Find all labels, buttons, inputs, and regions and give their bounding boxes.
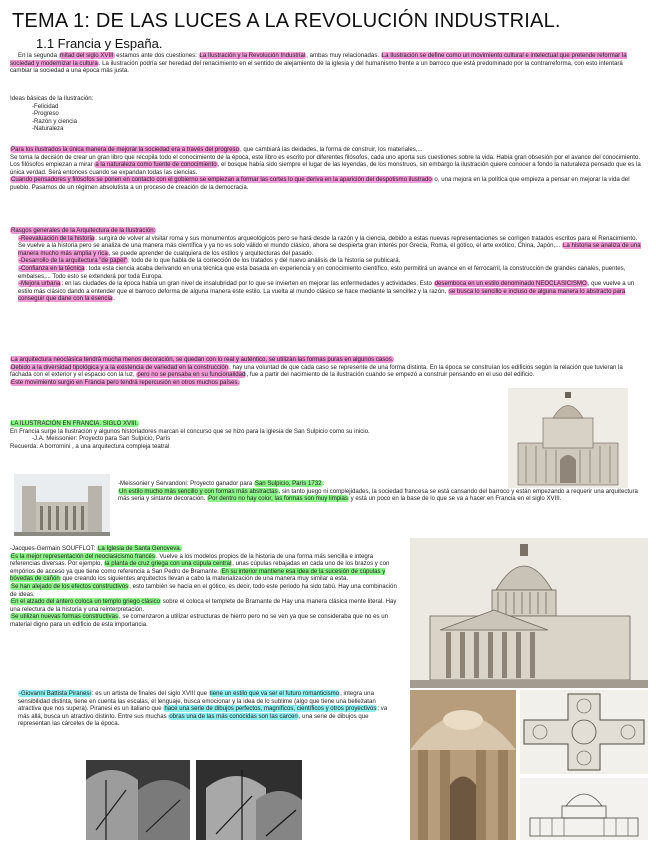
piranesi-carceri-image-2 [196,760,302,840]
para-text: ; va más allá, busca un atractivo distinto. Entre sus muchas [18,705,388,720]
para-text: Los filósofos empiezan a mirar [10,161,95,169]
highlight: -Desarrollo de la arquitectura "de papel" [19,257,127,265]
highlight: se busca lo sencillo e incluso de alguna manera lo abstracto para conseguir que dane con la esencia [18,287,626,303]
highlight: Debido a la diversidad tipológica y a la existencia de variedad en la construcción [11,363,229,371]
para-text: : es un artista de finales del siglo XVIII que [91,690,209,697]
elevation-drawing [520,778,648,840]
highlight: En el alzado del antero coloca un templo griego clásico [11,598,161,606]
san-sulpicio-project-image [508,388,628,488]
intro-text: , ambas muy relacionadas. [306,52,381,59]
para-text: , hay una voluntad de que cada caso se represente de una forma distinta. En la época se construían los edificios según la relación que tuvieran la fachada con el exterior y el espacio con la luz, [10,363,623,379]
highlight: Se utilizan nuevas formas constructivas [11,613,119,621]
para-text: En Francia surge la Ilustración y algunos historiadores marcan el concurso que se hizo para la iglesia de San Sulpicio como su inicio. [10,427,370,435]
para-text: , esto también se hacía en el gótico, es decir, todo este periodo ha sido tabú. Hay una combinación de ideas. [10,582,397,598]
highlight: Es la mejor representación del neoclasicismo francés [11,552,155,560]
para-text: , fue a partir del nacimiento de la ilustración cuando se empezó a construir pensando en el uso del edificio. [246,371,535,379]
progress-paragraph [10,146,646,192]
highlight: Se han alejado de los efectos constructivos [11,582,129,590]
rasgos-heading: Rasgos generales de la Arquitectura de la Ilustración: [11,227,156,234]
servandoni-paragraph [118,480,644,503]
para-text: , el bosque había sido siempre el lugar de las leyendas, de los monstruos, sin embargo la ilustración quiere conocer a fondo la naturaleza pensado que es la única verdad. Será entonces cuando se expandan todas las ciencias. [10,161,641,176]
para-text: , se puede aprender de cualquiera de los estilos y arquitecturas del pasado. [108,249,314,257]
highlight: desemboca en un estilo denominado NEOCLASICISMO [434,280,587,288]
para-text: : [322,480,325,487]
highlight: Por dentro no hay color, las formas son muy limpias [208,495,348,503]
para-text: Recuerda. A borromini , a una arquitectura compleja teatral [10,442,170,450]
document-title: TEMA 1: DE LAS LUCES A LA REVOLUCIÓN INDUSTRIAL. [12,10,561,32]
soufflot-paragraph [10,545,400,629]
highlight: -Mejora urbana [19,280,61,288]
highlight: En su interior mantiene esa idea de la sucesión de cúpulas y bóvedas de cañón [10,567,386,583]
highlight: La historia se analiza de una manera mucho más amplia y rica [18,242,641,257]
para-text: , integra una sensibilidad distinta, tiene en cuenta las escalas, el lenguaje, busca emocionar y la idea de lo sublime (algo que tiene una bellezatan atractiva que nos supera). Piranesi es un italiano que [18,690,376,713]
highlight: La Ilustración se define como un movimiento cultural e intelectual que pretende reformar la sociedad y modernizar la cultura [10,52,627,67]
highlight: San Sulpicio, París 1732 [254,480,322,487]
pantheon-floor-plan [520,690,648,774]
para-text: : surgirá de volver al visitar roma y sus monumentos arqueológicos pero se hará desde la razón y la ciencia, debido a estas nuevas representaciones se corrigen tratados escritos para el Renacimiento. Se vuelve a la historia pero se analiza de una manera más científica y ya no es solo válido el mundo clásico, ahora se despierta gran interés por Grecia, Roma, el gótico, el arte exótico, China, Japón,... [18,234,638,250]
para-text: : en las ciudades de la época había un gran nivel de insalubridad por lo que se invierten en mejorar las enfermedades y actividades. Esto [61,280,434,288]
highlight: la planta de cruz griega con una cúpula central [104,560,232,568]
para-text: -J.A. Meissonier: Proyecto para San Sulpicio, París [32,435,171,443]
highlight: Este movimiento surgió en Francia pero tendrá repercusión en otros muchos países. [11,378,240,386]
para-text: , que cambiará las deidades, la forma de construir, los materiales,... [239,146,423,153]
highlight: La arquitectura neoclásica tendrá mucha menos decoración, se quedan con lo real y auténtico, se utilizan las formas puras en algunos casos. [11,356,394,363]
highlight: mitad del siglo XVIII [59,52,114,59]
pantheon-interior-image [410,690,516,840]
pantheon-image [410,538,648,688]
para-text: , sin tanto juego ni complejidades, la sociedad francesa se está cansando del barroco y están empezando a requerir una arquitectura más seria y sintante decoración. [118,487,638,503]
saint-sulpice-photo [14,474,110,536]
para-text: o, una mejora en la política que empieza a pensar en mejorar la vida del pueblo. Pasamos de un régimen absolutista a un proceso de creación de la democracia. [10,176,630,191]
pantheon-elevation-drawing [520,778,648,840]
para-text: -Jacques-Germain SOUFFLOT: [10,545,98,552]
para-text: y está un poco en la base de lo que se va a hacer en Francia en el siglo XVIII. [348,495,562,503]
intro-text: En la segunda [18,52,59,59]
piranesi-paragraph [10,690,400,728]
carceri-drawing-2 [196,760,302,840]
highlight: Cuando pensadores y filósofos se ponen en contacto con el gobierno se empiezan a formar las cortes lo que deriva en la aparición del despotismo ilustrado [11,176,432,184]
highlight: -Giovanni Battista Piranesi [19,690,91,697]
section-subtitle: 1.1 Francia y España. [36,36,163,51]
para-text: : todo de lo que habla de la corrección de los tratados y del nuevo análisis de la historia se publicará. [127,257,401,265]
highlight: obras una de las más conocidas son las carceri [169,712,298,720]
highlight: a la naturaleza como fuente de conocimiento [95,161,217,169]
para-text: sobre el coloca el templete de Bramante de Hay una manera clásica mente literal. Hay una relectura de la historia y una reinterpretación. [10,598,397,613]
highlight: Para los ilustrados la única manera de mejorar la sociedad era a través del progreso [11,146,239,153]
para-text: que creando los siguientes arquitectos llevan a cabo la materialización de una manera muy similar a esta. [60,575,349,583]
para-text: , unas cúpulas rebajadas en cada uno de los brazos y con empórios de acceso ya que tiene como referencia a San Pedro de Bramante. [10,560,390,575]
para-text: -Meissonier y Servandoni: Proyecto ganador para [118,480,254,487]
carceri-drawing-1 [86,760,190,840]
highlight: tiene un estilo que va ser el futuro romanticismo [209,690,340,697]
idea-item: -Progreso [32,110,59,118]
highlight: La Ilustración y la Revolución Industrial [199,52,306,59]
para-text: . Vuelve a los modelos propios de la historia de una forma más sencilla e integra referencias diversas. Por ejemplo, [10,552,374,568]
para-text: : toda esta ciencia acaba derivando en una técnica que esta basada en experiencia y en conocimiento científico, esto permitirá un avance en el ferrocarril, la construcción de grandes canales, puentes, embalses,... Todo esto se extenderá por toda Europa. [18,264,626,280]
intro-text: estamos ante dos cuestiones: [114,52,199,59]
para-text: , se comenzaron a utilizar estructuras de hierro pero no se ven ya que se consideraba que no es un material digno para un edificio de esta importancia. [10,613,388,628]
para-text: , que vuelve a un estilo más clásico dando a entender que el barroco deforma de alguna manera este estilo. La vuelta al mundo clásico se hace mediante la sencillez y la razón, [18,280,635,295]
neoclassic-paragraph [10,356,646,386]
pantheon-drawing [410,538,648,688]
francia-section [10,420,500,450]
highlight: -Confianza en la técnica [19,264,85,272]
piranesi-carceri-image-1 [86,760,190,840]
highlight: -Reevaluación de la historia [19,234,95,242]
floor-plan-drawing [520,690,648,774]
san-sulpicio-drawing [508,388,628,488]
highlight: pero no se pensaba en su funcionalidad [137,371,246,379]
ideas-heading: Ideas básicas de la Ilustración: [10,95,94,102]
idea-item: -Felicidad [32,102,59,110]
highlight: Un estilo mucho más sencillo y con formas más abstractas [119,487,278,495]
interior-drawing [410,690,516,840]
francia-heading: LA ILUSTRACIÓN EN FRANCIA. SIGLO XVIII. [11,420,138,427]
intro-paragraph [10,52,646,75]
ideas-list [10,95,310,133]
para-text: . [113,295,115,303]
idea-item: -Razón y ciencia [32,117,78,125]
rasgos-section [10,227,646,303]
saint-sulpice-facade [14,474,110,536]
intro-text: . La ilustración podría ser heredad del renacimiento en el sentido de alejamiento de la iglesia y del humanismo frente a un barroco que está predominado por la contrarreforma, con esto intentará cambiar la sociedad a una época más justa. [10,59,623,75]
idea-item: -Naturaleza [32,125,64,133]
para-text: Se toma la decisión de crear un gran libro que recopila todo el conocimiento de la época, este libro es escrito por diferentes filósofos, cada uno aporta sus cuestiones sobre la vida. Había gran obsesión por el avance del conocimiento. [10,153,641,161]
highlight: hace una serie de dibujos perfectos, magníficos, científicos y otros proyectivos [164,705,377,713]
para-text: , una serie de dibujos que representan las cárceles de la época. [18,712,369,728]
highlight: La Iglesia de Santa Genoveva. [98,545,182,552]
